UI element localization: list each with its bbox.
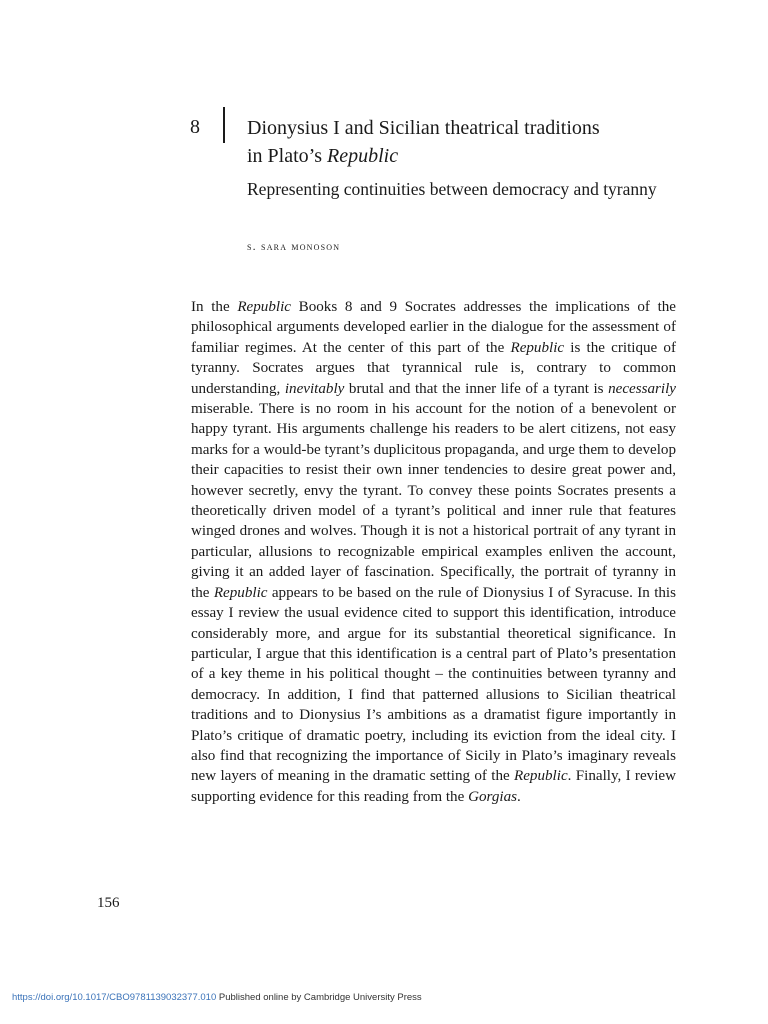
page-number: 156 (97, 895, 120, 911)
chapter-title (247, 114, 677, 170)
chapter-title-line1: Dionysius I and Sicilian theatrical traditions (247, 117, 600, 139)
body-text-run: Books 8 and 9 Socrates addresses the implications of the philosophical arguments developed earlier in the dialogue for the assessment of familiar regimes. At the center of this part of the (191, 299, 677, 356)
body-text-run: brutal and that the inner life of a tyrant is (344, 380, 609, 397)
italic-term: inevitably (284, 380, 345, 397)
italic-term: Republic (237, 299, 291, 315)
italic-term: Gorgias (468, 788, 517, 805)
italic-term: necessarily (608, 380, 676, 397)
body-text-run: . Finally, I review supporting evidence for this reading from the (191, 768, 676, 805)
footer (12, 992, 422, 1003)
italic-term: Republic (510, 339, 565, 356)
chapter-divider (223, 107, 225, 143)
chapter-title-line2-prefix: in Plato’s (247, 145, 328, 167)
chapter-number: 8 (190, 116, 200, 138)
author-name: s. sara monoson (247, 239, 341, 253)
publisher-note: Published online by Cambridge University Press (216, 992, 422, 1003)
chapter-subtitle: Representing continuities between democracy and tyranny (247, 179, 657, 199)
italic-term: Republic (514, 768, 568, 785)
body-text-run: In the (191, 299, 238, 315)
body-text-run: is the critique of tyranny. Socrates argues that tyrannical rule is, contrary to common understanding, (191, 339, 676, 397)
italic-term: Republic (213, 584, 268, 601)
body-text-run: miserable. There is no room in his account for the notion of a benevolent or happy tyrant. His arguments challenge his readers to be alert citizens, not easy marks for a would-be tyrant’s duplicitous propaganda, and urge them to develop their capacities to resist their own inner tendencies to desire great power and, however secretly, envy the tyrant. To convey these points Socrates presents a theoretically driven model of a tyrant’s political and inner rule that features winged drones and wolves. Though it is not a historical portrait of any tyrant in particular, allusions to recognizable empirical examples enliven the account, giving it an added layer of fascination. Specifically, the portrait of tyranny in the (191, 401, 676, 601)
chapter-title-line2-italic: Republic (327, 145, 399, 167)
body-text-run: . (516, 788, 521, 805)
body-paragraph (191, 297, 676, 807)
body-text-run: appears to be based on the rule of Dionysius I of Syracuse. In this essay I review the usual evidence cited to support this identification, introduce considerably more, and argue for its substantial theoretical significance. In particular, I argue that this identification is a central part of Plato’s presentation of a key theme in his political thought – the continuities between tyranny and democracy. In addition, I find that patterned allusions to Sicilian theatrical traditions and to Dionysius I’s ambitions as a dramatist figure importantly in Plato’s critique of dramatic poetry, including its eviction from the ideal city. I also find that recognizing the importance of Sicily in Plato’s imaginary reveals new layers of meaning in the dramatic setting of the (191, 584, 677, 785)
doi-link[interactable]: https://doi.org/10.1017/CBO9781139032377.010 (12, 992, 217, 1003)
